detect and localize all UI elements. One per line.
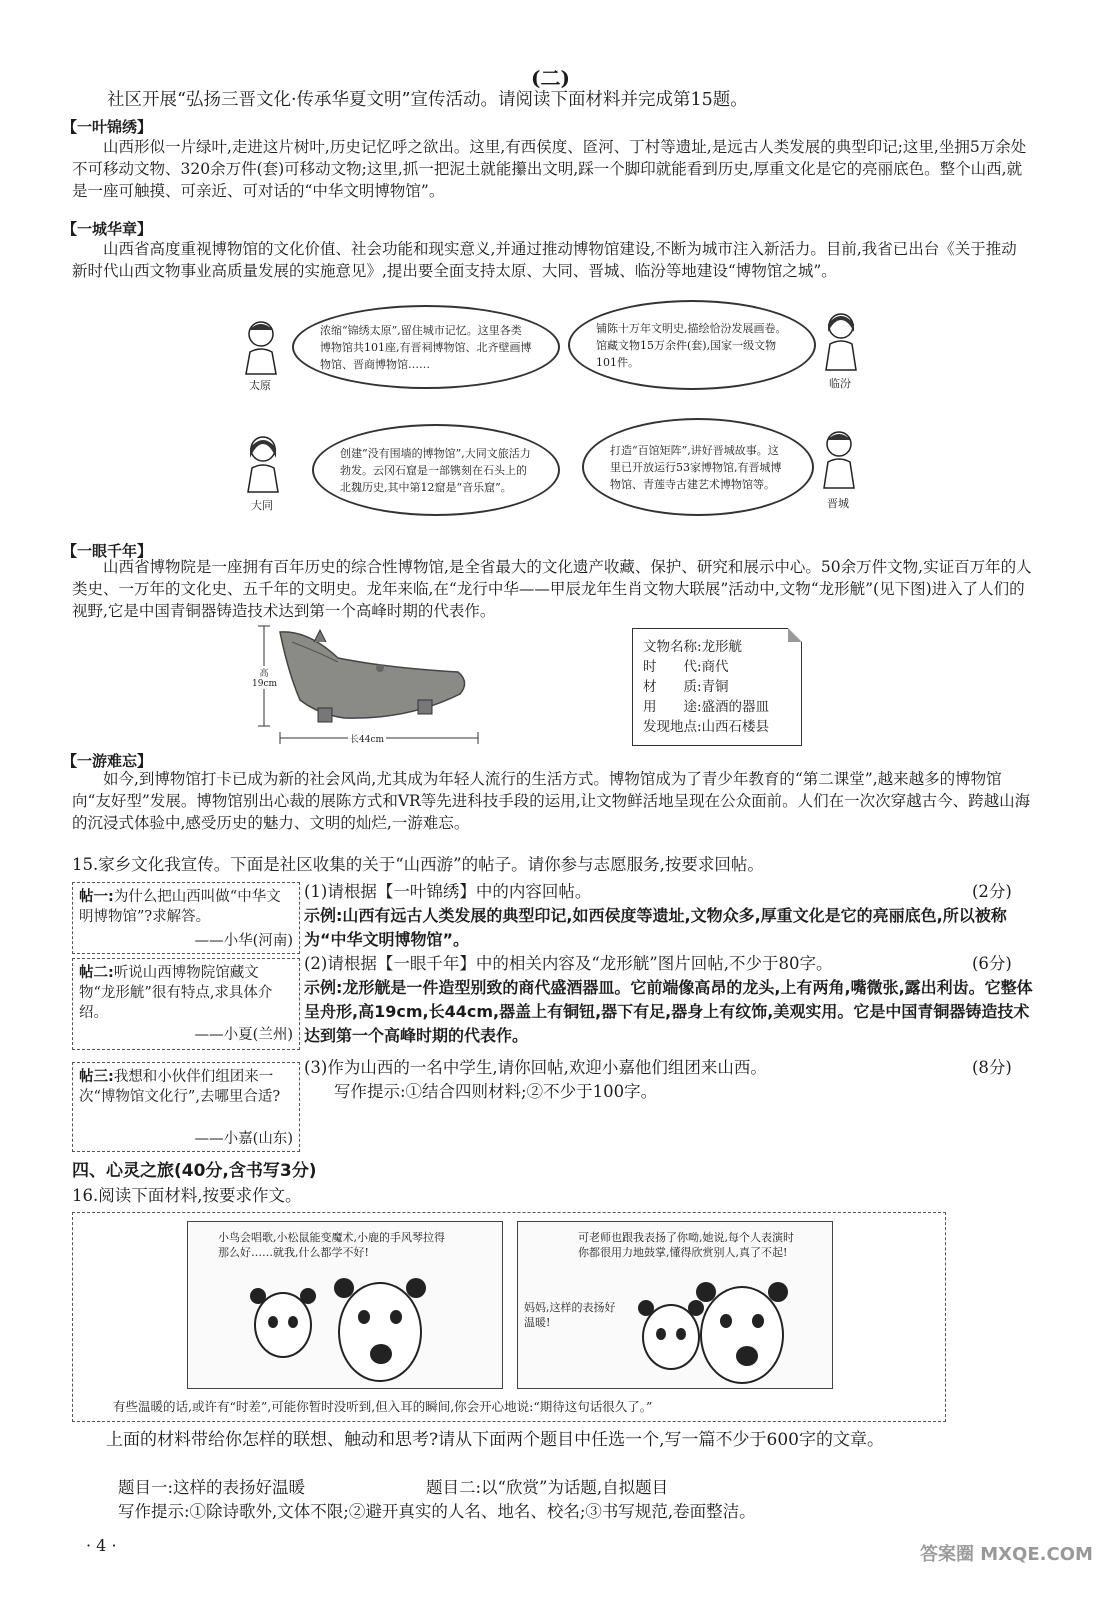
example-answer-1 [304, 904, 1034, 952]
essay-prompt: 上面的材料带给你怎样的联想、触动和思考?请从下面两个题目中任选一个,写一篇不少于600字的文章。 [106, 1430, 884, 1450]
watermark-logo: 答案圈 MXQE.COM [920, 1544, 1093, 1565]
part-title: (二) [531, 66, 570, 90]
comic-text-2b: 妈妈,这样的表扬好温暖! [524, 1301, 616, 1329]
person-icon [238, 318, 284, 376]
post-title: 帖一: [79, 889, 114, 905]
panda-icon [642, 1304, 700, 1370]
bubble-text-linfen: 铺陈十万年文明史,描绘恰汾发展画卷。馆藏文物15万余件(套),国家一级文物101件。 [596, 321, 787, 369]
card-value: 青铜 [701, 679, 729, 695]
post-text: 为什么把山西叫做“中华文明博物馆”?求解答。 [79, 889, 281, 925]
comic-text-1: 小鸟会唱歌,小松鼠能变魔术,小鹿的手风琴拉得那么好……就我,什么都学不好! [218, 1231, 445, 1259]
post-text: 我想和小伙伴们组团来一次“博物馆文化行”,去哪里合适? [79, 1069, 281, 1105]
person-icon [818, 310, 864, 372]
comic-caption: 有些温暖的话,或许有“时差”,可能你暂时没听到,但入耳的瞬间,你会开心地说:“期待这句话很久了。” [113, 1399, 653, 1414]
section-text-4: 如今,到博物馆打卡已成为新的社会风尚,尤其成为年轻人流行的生活方式。博物馆成为了青少年教育的“第二课堂”,越来越多的博物馆向“友好型”发展。博物馆别出心裁的展陈方式和VR等先进科技手段的运用,让文物鲜活地呈现在公众面前。人们在一次次穿越古今、跨越山海的沉浸式体验中,感受历史的魅力、文明的灿烂,一游难忘。 [72, 770, 1031, 832]
card-row: 发现地点:山西石楼县 [643, 719, 770, 735]
person-icon [816, 428, 862, 490]
sub-question-1-points: (2分) [972, 882, 1012, 901]
panda-icon [338, 1282, 422, 1382]
section-title-3: 【一眼千年】 [62, 542, 153, 560]
person-icon [240, 432, 286, 494]
intro-text: 社区开展“弘扬三晋文化·传承华夏文明”宣传活动。请阅读下面材料并完成第15题。 [107, 90, 748, 110]
card-fold [788, 628, 802, 642]
essay-tips: 写作提示:①除诗歌外,文体不限;②避开真实的人名、地名、校名;③书写规范,卷面整洁。 [118, 1502, 756, 1521]
example-text: 山西有远古人类发展的典型印记,如西侯度等遗址,文物众多,厚重文化是它的亮丽底色,所以被称为“中华文明博物馆”。 [304, 906, 1007, 949]
section-title-1: 【一叶锦绣】 [62, 118, 153, 136]
card-value: 盛酒的器皿 [701, 699, 770, 715]
section-text-2: 山西省高度重视博物馆的文化价值、社会功能和现实意义,并通过推动博物馆建设,不断为城市注入新活力。目前,我省已出台《关于推动新时代山西文物事业高质量发展的实施意见》,提出要全面支持太原、大同、晋城、临汾等地建设“博物馆之城”。 [72, 240, 1017, 280]
post-title: 帖二: [79, 965, 114, 981]
card-value: 龙形觥 [701, 639, 743, 655]
sub-question-2: (2)请根据【一眼千年】中的相关内容及“龙形觥”图片回帖,不少于80字。 [304, 954, 833, 973]
card-key: 文物名称 [643, 639, 697, 655]
post-title: 帖三: [79, 1069, 114, 1085]
post-3 [72, 1062, 300, 1152]
bubble-linfen [568, 300, 816, 390]
height-label: 高19cm [252, 666, 276, 689]
card-key: 材 质 [643, 679, 697, 695]
post-author: ——小夏(兰州) [194, 1027, 293, 1043]
card-key: 时 代 [643, 659, 697, 675]
section-title-2: 【一城华章】 [62, 220, 153, 238]
sub-question-1: (1)请根据【一叶锦绣】中的内容回帖。 [304, 882, 592, 901]
sub-question-3-points: (8分) [972, 1058, 1012, 1077]
essay-topic-1: 题目一:这样的表扬好温暖 [118, 1478, 306, 1497]
page-number: · 4 · [86, 1536, 117, 1555]
section-text-1: 山西形似一片绿叶,走进这片树叶,历史记忆呼之欲出。这里,有西侯度、匼河、丁村等遗址,是远古人类发展的典型印记;这里,坐拥5万余处不可移动文物、320余万件(套)可移动文物;这里,抓一把泥土就能攥出文明,踩一个脚印就能看到历史,厚重文化是它的亮丽底色。整个山西,就是一座可触摸、可亲近、可对话的“中华文明博物馆”。 [72, 138, 1027, 200]
question-16-stem: 16.阅读下面材料,按要求作文。 [72, 1186, 302, 1205]
comic-panel-1 [187, 1221, 503, 1389]
card-row: 用 途:盛酒的器皿 [643, 699, 770, 715]
card-row: 时 代:商代 [643, 659, 729, 675]
post-author: ——小华(河南) [194, 933, 293, 949]
bubble-datong [312, 424, 560, 516]
artifact-card [632, 628, 802, 746]
question-15-stem: 15.家乡文化我宣传。下面是社区收集的关于“山西游”的帖子。请你参与志愿服务,按要求回帖。 [72, 855, 764, 874]
example-label: 示例: [304, 978, 343, 997]
city-name-datong: 大同 [251, 499, 273, 512]
card-row: 文物名称:龙形觥 [643, 639, 743, 655]
card-row: 材 质:青铜 [643, 679, 729, 695]
panda-icon [254, 1292, 312, 1358]
bubble-text-taiyuan: 浓缩“锦绣太原”,留住城市记忆。这里各类博物馆共101座,有晋祠博物馆、北齐壁画博物馆、晋商博物馆…… [320, 323, 532, 371]
bubble-text-datong: 创建“没有围墙的博物馆”,大同文旅活力勃发。云冈石窟是一部镌刻在石头上的北魏历史,其中第12窟是“音乐窟”。 [340, 446, 531, 494]
card-key: 用 途 [643, 699, 697, 715]
panda-icon [700, 1286, 784, 1384]
post-text: 听说山西博物院馆藏文物“龙形觥”很有特点,求具体介绍。 [79, 965, 273, 1021]
post-1 [72, 882, 300, 954]
card-value: 山西石楼县 [701, 719, 770, 735]
example-text: 龙形觥是一件造型别致的商代盛酒器皿。它前端像高昂的龙头,上有两角,嘴微张,露出利齿。它整体呈舟形,高19cm,长44cm,器盖上有铜钮,器下有足,器身上有纹饰,美观实用。它是中国青铜器铸造技术达到第一个高峰时期的代表作。 [304, 978, 1033, 1045]
sub-question-3: (3)作为山西的一名中学生,请你回帖,欢迎小嘉他们组团来山西。 [304, 1058, 767, 1077]
bubble-taiyuan [292, 305, 560, 389]
bubble-text-jincheng: 打造“百馆矩阵”,讲好晋城故事。这里已开放运行53家博物馆,有晋城博物馆、青莲寺古建艺术博物馆等。 [610, 443, 782, 491]
card-value: 商代 [701, 659, 729, 675]
example-label: 示例: [304, 906, 343, 925]
city-name-linfen: 临汾 [829, 377, 851, 390]
essay-topic-2: 题目二:以“欣赏”为话题,自拟题目 [426, 1478, 669, 1497]
part-4-title: 四、心灵之旅(40分,含书写3分) [72, 1161, 317, 1181]
comic-panel-2 [517, 1221, 833, 1389]
length-label: 长44cm [348, 732, 386, 745]
comic-text-2a: 可老师也跟我表扬了你呦,她说,每个人表演时你都很用力地鼓掌,懂得欣赏别人,真了不起! [578, 1231, 794, 1259]
city-name-taiyuan: 太原 [249, 379, 271, 392]
section-title-4: 【一游难忘】 [62, 752, 153, 770]
card-key: 发现地点 [643, 719, 697, 735]
post-2 [72, 958, 300, 1050]
post-author: ——小嘉(山东) [194, 1131, 293, 1147]
sub-question-3-tip: 写作提示:①结合四则材料;②不少于100字。 [334, 1082, 658, 1101]
bubble-jincheng [582, 418, 814, 516]
section-text-3: 山西省博物院是一座拥有百年历史的综合性博物馆,是全省最大的文化遗产收藏、保护、研究和展示中心。50余万件文物,实证百万年的人类史、一万年的文化史、五千年的文明史。龙年来临,在“龙行中华——甲辰龙年生肖文物大联展”活动中,文物“龙形觥”(见下图)进入了人们的视野,它是中国青铜器铸造技术达到第一个高峰时期的代表作。 [72, 558, 1032, 620]
city-name-jincheng: 晋城 [827, 497, 849, 510]
sub-question-2-points: (6分) [972, 954, 1012, 973]
example-answer-2 [304, 976, 1034, 1048]
comic-material [72, 1212, 946, 1422]
